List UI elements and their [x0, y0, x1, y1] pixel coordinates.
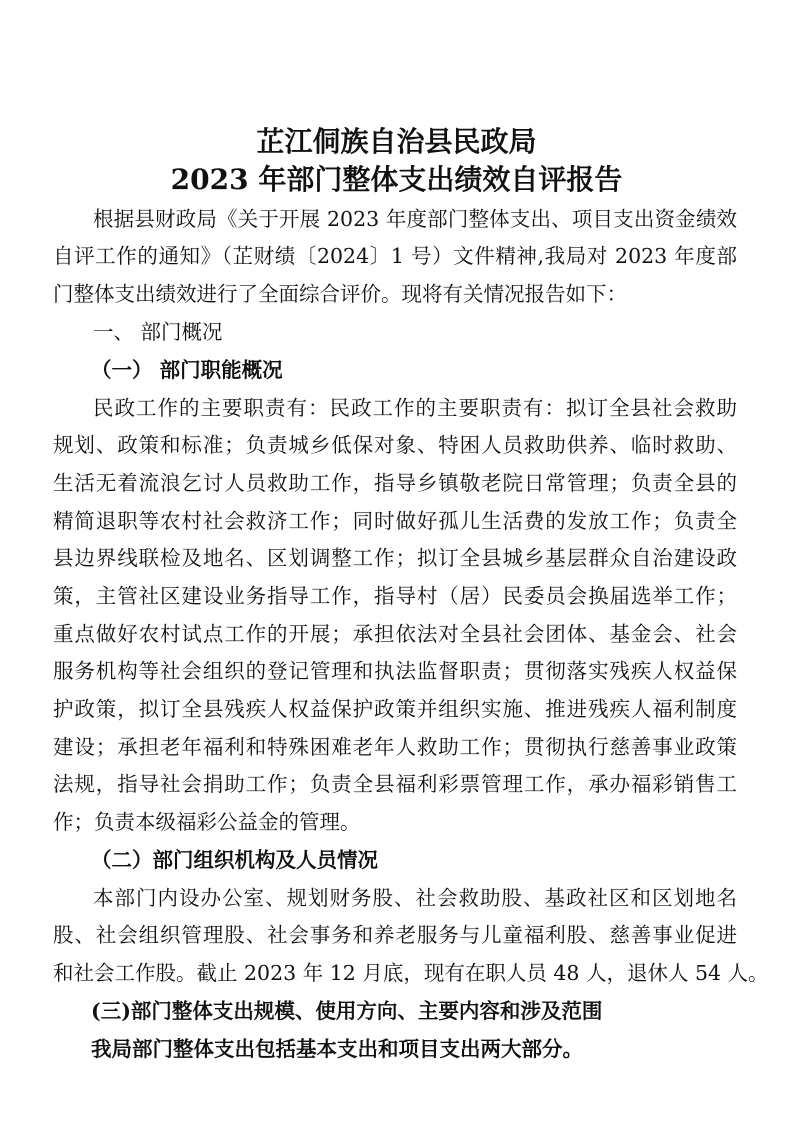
paragraph-line: 规划、政策和标准；负责城乡低保对象、特困人员救助供养、临时救助、 — [53, 433, 737, 457]
paragraph-line: 县边界线联检及地名、区划调整工作；拟订全县城乡基层群众自治建设政 — [53, 546, 737, 570]
subsection-heading: （一） 部门职能概况 — [91, 358, 283, 382]
paragraph-line: 护政策，拟订全县残疾人权益保护政策并组织实施、推进残疾人福利制度 — [53, 697, 737, 721]
paragraph-line: 法规，指导社会捐助工作；负责全县福利彩票管理工作，承办福彩销售工 — [53, 772, 737, 796]
paragraph-line: 建设；承担老年福利和特殊困难老年人救助工作；贯彻执行慈善事业政策 — [53, 735, 737, 759]
paragraph-line: 本部门内设办公室、规划财务股、社会救助股、基政社区和区划地名 — [93, 886, 737, 910]
subsection-heading: (三)部门整体支出规模、使用方向、主要内容和涉及范围 — [91, 999, 603, 1023]
document-title-line2: 2023 年部门整体支出绩效自评报告 — [170, 163, 623, 196]
paragraph-line: 生活无着流浪乞讨人员救助工作，指导乡镇敬老院日常管理；负责全县的 — [53, 471, 737, 495]
intro-line: 门整体支出绩效进行了全面综合评价。现将有关情况报告如下： — [53, 282, 627, 306]
document-title-line1: 芷江侗族自治县民政局 — [256, 125, 537, 158]
section-heading: 一、 部门概况 — [93, 320, 223, 344]
paragraph-line-bold: 我局部门整体支出包括基本支出和项目支出两大部分。 — [91, 1037, 583, 1061]
paragraph-line: 股、社会组织管理股、社会事务和养老服务与儿童福利股、慈善事业促进 — [53, 923, 737, 947]
paragraph-line: 和社会工作股。截止 2023 年 12 月底，现有在职人员 48 人，退休人 54 人。 — [53, 961, 769, 985]
paragraph-line: 重点做好农村试点工作的开展；承担依法对全县社会团体、基金会、社会 — [53, 622, 737, 646]
paragraph-line: 服务机构等社会组织的登记管理和执法监督职责；贯彻落实残疾人权益保 — [53, 659, 737, 683]
intro-line: 自评工作的通知》（芷财绩〔2024〕1 号）文件精神,我局对 2023 年度部 — [53, 244, 737, 268]
paragraph-line: 精简退职等农村社会救济工作；同时做好孤儿生活费的发放工作；负责全 — [53, 509, 737, 533]
subsection-heading: （二）部门组织机构及人员情况 — [91, 848, 378, 872]
paragraph-line: 作；负责本级福彩公益金的管理。 — [53, 810, 361, 834]
paragraph-line: 民政工作的主要职责有：民政工作的主要职责有：拟订全县社会救助 — [93, 396, 737, 420]
intro-line: 根据县财政局《关于开展 2023 年度部门整体支出、项目支出资金绩效 — [93, 207, 737, 231]
paragraph-line: 策，主管社区建设业务指导工作，指导村（居）民委员会换届选举工作； — [53, 584, 737, 608]
